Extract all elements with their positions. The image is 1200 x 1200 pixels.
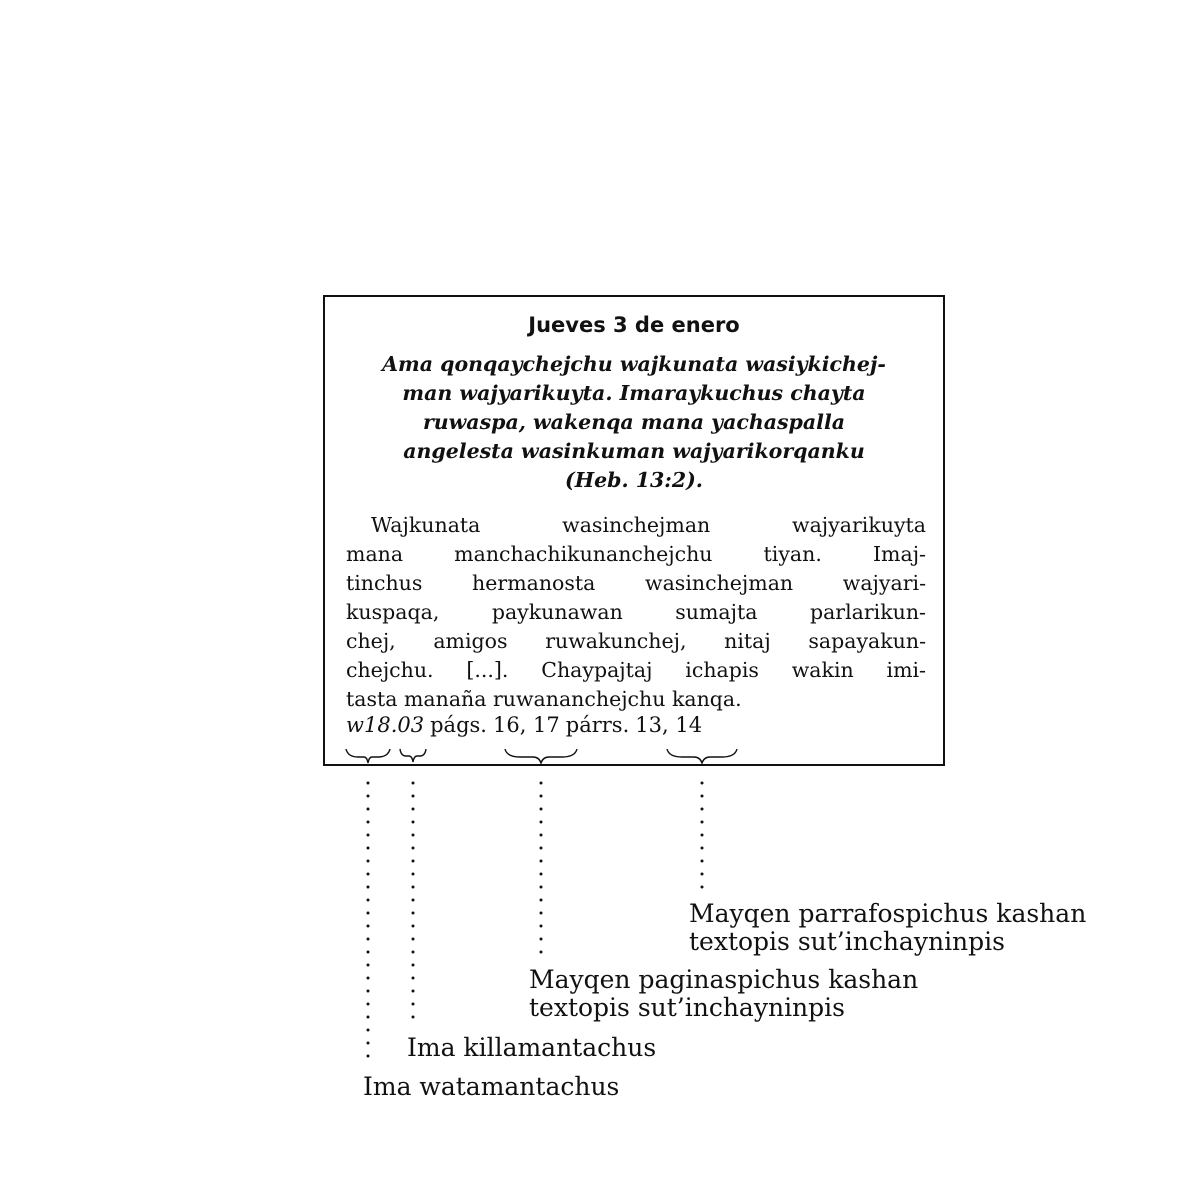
- callout-line: Mayqen paginaspichus kashan: [529, 965, 919, 994]
- ref-paragraphs: 13, 14: [635, 713, 703, 737]
- paragraphs-brace: [667, 749, 737, 763]
- verse-citation: (Heb. 13:2).: [565, 468, 703, 492]
- body-line: chejchu. [...]. Chaypajtaj ichapis wakin imi-: [346, 658, 926, 682]
- callout-line: textopis sut’inchayninpis: [529, 993, 845, 1022]
- body-line: mana manchachikunanchejchu tiyan. Imaj-: [346, 542, 926, 566]
- pages-callout: [529, 966, 918, 1022]
- body-line: tinchus hermanosta wasinchejman wajyari-: [346, 571, 926, 595]
- verse-line: ruwaspa, wakenqa mana yachaspalla: [422, 410, 846, 434]
- body-line: Wajkunata wasinchejman wajyarikuyta: [371, 513, 926, 537]
- month-brace: [400, 749, 426, 762]
- body-line: chej, amigos ruwakunchej, nitaj sapayakun-: [346, 629, 926, 653]
- month-callout: Ima killamantachus: [407, 1033, 657, 1062]
- year-callout: Ima watamantachus: [363, 1072, 620, 1101]
- callout-line: textopis sut’inchayninpis: [689, 927, 1005, 956]
- ref-paragraphs-label: párrs.: [565, 713, 630, 737]
- verse-line: man wajyarikuyta. Imaraykuchus chayta: [402, 381, 866, 405]
- paragraphs-callout: [689, 900, 1086, 956]
- verse-line: Ama qonqaychejchu wajkunata wasiykichej-: [382, 352, 886, 376]
- ref-pages-label: págs.: [430, 713, 487, 737]
- ref-year: w18.: [346, 713, 398, 737]
- pages-brace: [505, 749, 577, 763]
- body-line: kuspaqa, paykunawan sumajta parlarikun-: [346, 600, 926, 624]
- callout-line: Mayqen parrafospichus kashan: [689, 899, 1087, 928]
- ref-month: 03: [397, 713, 425, 737]
- ref-pages: 16, 17: [492, 713, 560, 737]
- card-title: Jueves 3 de enero: [528, 313, 740, 337]
- body-line: tasta manaña ruwananchejchu kanqa.: [346, 687, 742, 711]
- year-brace: [346, 749, 390, 763]
- verse-line: angelesta wasinkuman wajyarikorqanku: [403, 439, 865, 463]
